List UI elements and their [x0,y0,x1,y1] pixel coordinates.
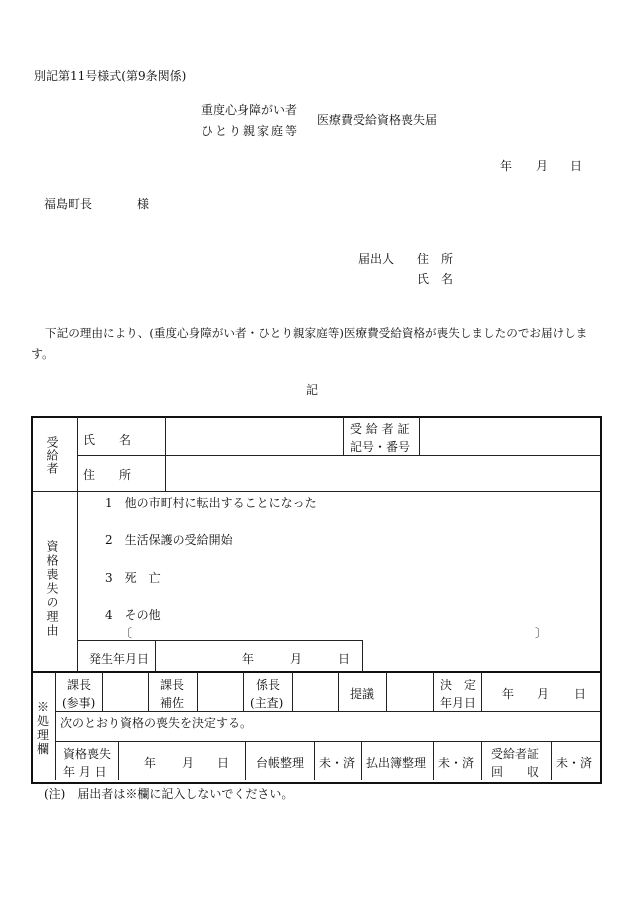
approval-div-8 [433,672,434,711]
body-text-line1: 下記の理由により、(重度心身障がい者・ひとり親家庭等)医療費受給資格が喪失しましたのでお届けしま [45,326,588,340]
other-reason-field[interactable] [132,624,532,639]
cert-label-line1: 受 給 者 証 [350,422,410,436]
divider-approval [55,711,600,712]
reason-4[interactable]: 4 その他 [105,608,161,622]
cert-return-status[interactable]: 未・済 [556,756,593,770]
date-day-label: 日 [570,159,583,173]
decision-text: 次のとおり資格の喪失を決定する。 [60,716,253,730]
form-number: 別記第11号様式(第9条関係) [34,69,187,83]
cert-label-line2: 記号・番号 [350,440,411,454]
ledger-status[interactable]: 未・済 [319,756,356,770]
name-field[interactable] [166,418,342,454]
occurrence-label: 発生年月日 [89,652,150,666]
kettei-year: 年 [502,687,515,701]
loss-date-label-2: 年 月 日 [63,765,107,779]
applicant-address-label: 住 所 [417,252,454,266]
payment-label: 払出簿整理 [366,756,427,770]
final-div-1 [118,741,119,780]
final-div-7 [551,741,552,780]
recipient-section-label: 受給者 [45,436,59,475]
hosa-stamp-field[interactable] [198,673,242,710]
divider-reason [31,491,600,492]
date-year-label: 年 [500,159,513,173]
divider-decision [55,741,600,742]
kakaricho-stamp-field[interactable] [293,673,337,710]
final-div-6 [481,741,482,780]
processing-section-label [36,700,50,756]
reason-section-label: 資格喪失の理由 [45,540,59,638]
approval-div-6 [338,672,339,711]
name-label: 氏 名 [83,433,132,447]
kacho-stamp-field[interactable] [103,673,147,710]
kacho-label-1: 課長 [67,678,92,692]
occurrence-year: 年 [242,652,255,666]
address-label: 住 所 [83,468,132,482]
title-line2: ひとり親家庭等 [201,124,300,138]
loss-day: 日 [217,756,230,770]
ledger-label: 台帳整理 [256,756,305,770]
loss-month: 月 [182,756,195,770]
kettei-label-2: 年月日 [440,696,477,710]
kakaricho-label-1: 係長 [256,678,281,692]
cert-col-divider [343,417,344,455]
footnote: (注) 届出者は※欄に記入しないでください。 [44,787,294,801]
final-div-4 [361,741,362,780]
recipient-name: 福島町長 [44,197,93,211]
reason-3[interactable]: 3 死 亡 [105,571,161,585]
teigi-stamp-field[interactable] [387,673,432,710]
kettei-label-1: 決 定 [440,678,477,692]
payment-status[interactable]: 未・済 [438,756,475,770]
loss-date-label-1: 資格喪失 [63,747,112,761]
kettei-month: 月 [537,687,550,701]
applicant-name-label: 氏 名 [417,272,454,286]
occurrence-day: 日 [338,652,351,666]
approval-div-4 [243,672,244,711]
processing-section-text: ※処理欄 [36,700,49,756]
recipient-honorific: 様 [137,197,150,211]
loss-year: 年 [144,756,157,770]
reason-1[interactable]: 1 他の市町村に転出することになった [105,496,317,510]
occurrence-divider [155,640,156,671]
bracket-close: 〕 [535,626,548,640]
teigi-label: 提議 [350,687,375,701]
final-div-5 [433,741,434,780]
final-div-2 [245,741,246,780]
cert-return-label-1: 受給者証 [491,747,540,761]
kettei-day: 日 [574,687,587,701]
date-month-label: 月 [536,159,549,173]
cert-number-field[interactable] [420,418,597,454]
reason-2[interactable]: 2 生活保護の受給開始 [105,533,233,547]
occurrence-month: 月 [290,652,303,666]
bracket-open: 〔 [120,626,133,640]
final-div-3 [314,741,315,780]
body-text-line2: す。 [31,347,55,361]
kacho-label-2: (参事) [62,696,96,710]
cert-return-label-2: 回 収 [491,765,540,779]
address-field[interactable] [166,456,597,490]
kakaricho-label-2: (主査) [250,696,284,710]
hosa-label-1: 課長 [160,678,185,692]
processing-col-divider [55,672,56,780]
hosa-label-2: 補佐 [160,696,185,710]
title-line1: 重度心身障がい者 [201,103,298,117]
applicant-label: 届出人 [358,252,395,266]
document-title: 医療費受給資格喪失届 [317,113,438,127]
ki-label: 記 [306,383,319,397]
approval-div-9 [481,672,482,711]
approval-div-2 [148,672,149,711]
